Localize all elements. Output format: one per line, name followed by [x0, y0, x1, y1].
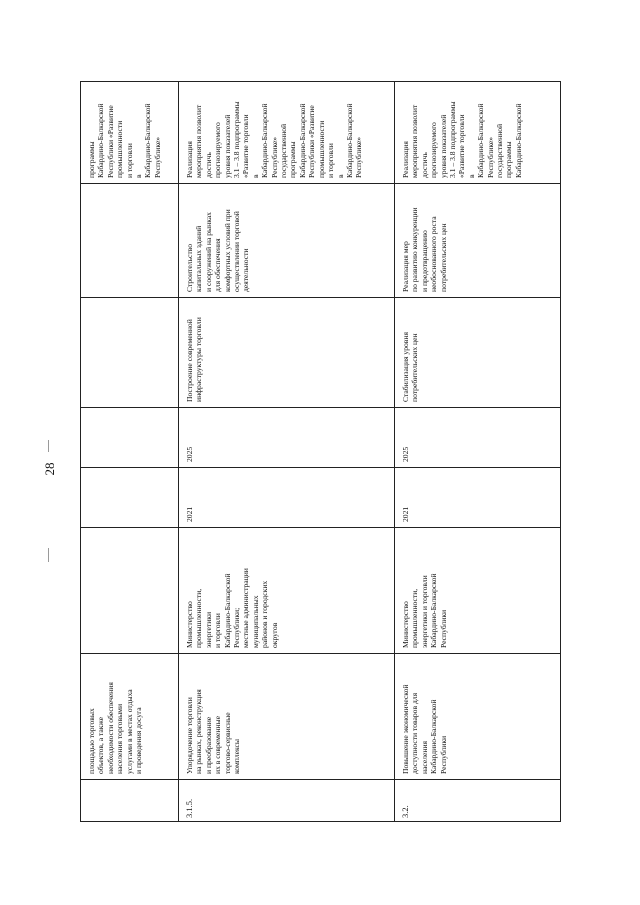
page-number: 28: [42, 462, 57, 476]
table-row: [81, 82, 179, 822]
consequences-cell: Строительство капитальных зданий и сооружений на рынках для обеспечения комфортных условий при осуществлении торговой деятельности: [179, 184, 395, 298]
measures-table: [80, 81, 561, 822]
end-year-cell: 2025: [179, 408, 395, 468]
executor-cell: Министерство промышленности, энергетики и торговли Кабардино-Балкарской Республики: [395, 528, 561, 654]
scan-mark-top: [48, 440, 49, 452]
result-cell: Стабилизация уровня потребительских цен: [395, 298, 561, 408]
consequences-cell: Реализация мер по развитию конкуренции и предотвращению необоснованного роста потребительских цен: [395, 184, 561, 298]
executor-cell: [81, 528, 179, 654]
start-year-cell: [81, 468, 179, 528]
row-number: 3.2.: [395, 780, 561, 822]
consequences-cell: [81, 184, 179, 298]
row-number: 3.1.5.: [179, 780, 395, 822]
link-cell: Реализация мероприятия позволит достичь прогнозируемого уровня показателей 3.1 – 3.8 подпрограммы «Развитие торговли в Кабардино-Балкарской Республике» государственной программы Кабардино-Балкарской Республики «Развитие промышленности и торговли в Кабардино-Балкарской Республике»: [179, 82, 395, 184]
link-cell: Реализация мероприятия позволит достичь прогнозируемого уровня показателей 3.1 – 3.8 подпрограммы «Развитие торговли в Кабардино-Балкарской Республике» государственной программы Кабардино-Балкарской: [395, 82, 561, 184]
end-year-cell: [81, 408, 179, 468]
table-row: [395, 82, 561, 822]
measure-cell: Повышение экономической доступности товаров для населения Кабардино-Балкарской Республики: [395, 654, 561, 780]
table-row: [179, 82, 395, 822]
scan-mark-bottom: [48, 548, 49, 562]
result-cell: Построение современной инфраструктуры торговли: [179, 298, 395, 408]
start-year-cell: 2021: [395, 468, 561, 528]
result-cell: [81, 298, 179, 408]
link-cell: программы Кабардино-Балкарской Республики «Развитие промышленности и торговли в Кабардино-Балкарской Республике»: [81, 82, 179, 184]
rotated-table-page: [80, 82, 560, 822]
row-number: [81, 780, 179, 822]
executor-cell: Министерство промышленности, энергетики и торговли Кабардино-Балкарской Республики; местные администрации муниципальных районов и городских округов: [179, 528, 395, 654]
measure-cell: Упорядочение торговли на рынках, реконструкция и преобразование их в современные торгово-сервисные комплексы: [179, 654, 395, 780]
measure-cell: площадью торговых объектов, а также необходимости обеспечения населения торговыми услугами в местах отдыха и проведения досуга: [81, 654, 179, 780]
end-year-cell: 2025: [395, 408, 561, 468]
start-year-cell: 2021: [179, 468, 395, 528]
